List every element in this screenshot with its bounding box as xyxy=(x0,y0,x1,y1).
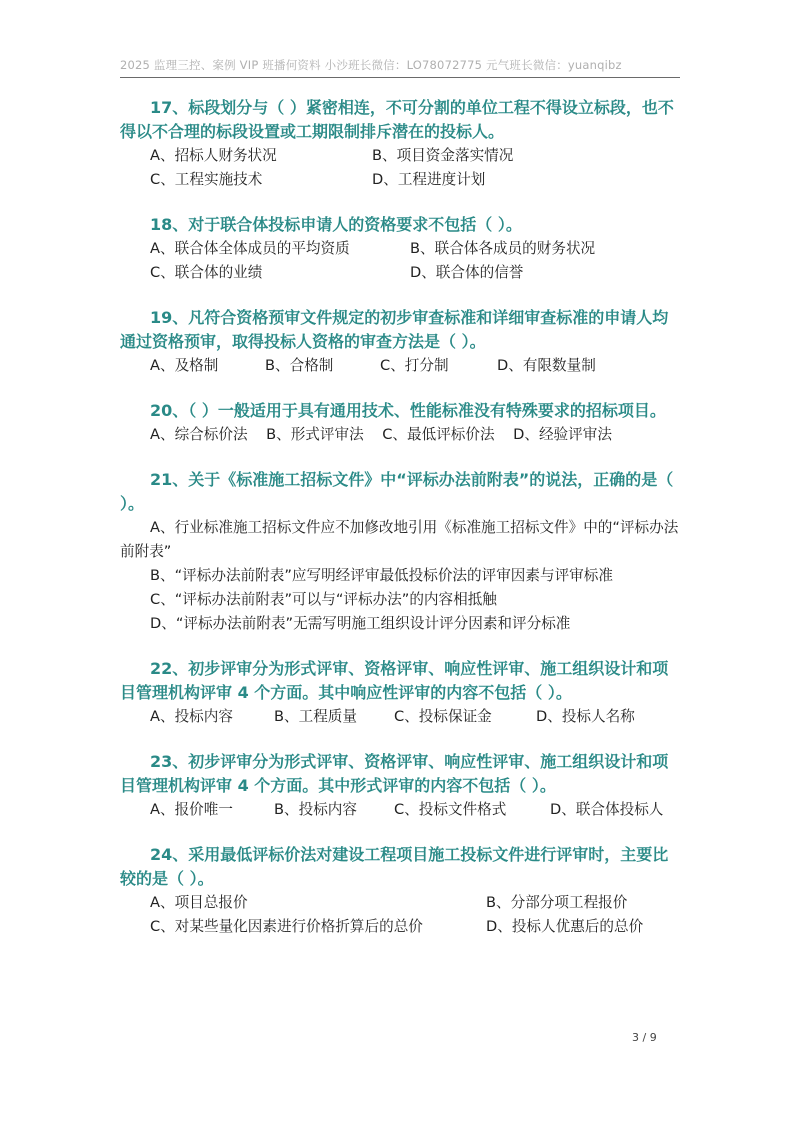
option-row xyxy=(120,798,680,822)
options xyxy=(120,516,680,636)
option-c: C、投标文件格式 xyxy=(394,801,507,818)
options xyxy=(120,798,680,822)
option-b: B、投标内容 xyxy=(274,801,357,818)
question-stem: 19、凡符合资格预审文件规定的初步审查标准和详细审查标准的申请人均通过资格预审，取得投标人资格的审查方法是（ ）。 xyxy=(120,308,669,351)
option-row xyxy=(120,705,680,729)
option-c: C、投标保证金 xyxy=(394,708,492,725)
question-23 xyxy=(120,750,680,822)
question-stem: 18、对于联合体投标申请人的资格要求不包括（ ）。 xyxy=(150,215,522,234)
option-b: B、项目资金落实情况 xyxy=(372,147,514,164)
option-d: D、联合体投标人 xyxy=(550,801,664,818)
page-number: 3 / 9 xyxy=(632,1031,657,1044)
option-c: C、打分制 xyxy=(380,357,449,374)
option-row xyxy=(120,354,680,378)
option-row xyxy=(120,237,680,261)
option-row xyxy=(120,261,680,285)
option-a: A、报价唯一 xyxy=(150,801,233,818)
option-d: D、有限数量制 xyxy=(497,357,596,374)
question-stem: 17、标段划分与（ ）紧密相连，不可分割的单位工程不得设立标段，也不得以不合理的标段设置或工期限制排斥潜在的投标人。 xyxy=(120,98,674,141)
options xyxy=(120,354,680,378)
option-b: B、工程质量 xyxy=(274,708,357,725)
option-d: D、“评标办法前附表”无需写明施工组织设计评分因素和评分标准 xyxy=(150,615,571,632)
option-a: A、招标人财务状况 xyxy=(150,147,277,164)
option-d: D、工程进度计划 xyxy=(372,171,486,188)
header-divider xyxy=(120,77,680,78)
question-20 xyxy=(120,399,680,447)
question-22 xyxy=(120,657,680,729)
question-stem: 23、初步评审分为形式评审、资格评审、响应性评审、施工组织设计和项目管理机构评审 4 个方面。其中形式评审的内容不包括（ ）。 xyxy=(120,752,669,795)
question-18 xyxy=(120,213,680,285)
question-24 xyxy=(120,843,680,939)
option-row xyxy=(120,144,680,168)
option-a: A、投标内容 xyxy=(150,708,233,725)
option-c: C、对某些量化因素进行价格折算后的总价 xyxy=(150,918,423,935)
option-b: B、联合体各成员的财务状况 xyxy=(410,240,596,257)
option-a: A、及格制 xyxy=(150,357,219,374)
option-row xyxy=(120,915,680,939)
option-row xyxy=(120,891,680,915)
option-c: C、工程实施技术 xyxy=(150,171,263,188)
question-stem: 20、（ ）一般适用于具有通用技术、性能标准没有特殊要求的招标项目。 xyxy=(150,401,666,420)
option-line: A、综合标价法 B、形式评审法 C、最低评标价法 D、经验评审法 xyxy=(150,426,612,443)
option-row xyxy=(120,168,680,192)
option-d: D、联合体的信誉 xyxy=(410,264,524,281)
options xyxy=(120,423,680,447)
option-c: C、联合体的业绩 xyxy=(150,264,263,281)
page-header: 2025 监理三控、案例 VIP 班播何资料 小沙班长微信：LO78072775 元气班长微信：yuanqibz xyxy=(120,58,622,72)
question-stem: 22、初步评审分为形式评审、资格评审、响应性评审、施工组织设计和项目管理机构评审 4 个方面。其中响应性评审的内容不包括（ ）。 xyxy=(120,659,669,702)
option-b: B、合格制 xyxy=(265,357,334,374)
options xyxy=(120,237,680,285)
question-21 xyxy=(120,468,680,636)
option-a: A、项目总报价 xyxy=(150,894,248,911)
question-stem: 24、采用最低评标价法对建设工程项目施工投标文件进行评审时，主要比较的是（ ）。 xyxy=(120,845,669,888)
options xyxy=(120,891,680,939)
option-a: A、行业标准施工招标文件应不加修改地引用《标准施工招标文件》中的“评标办法前附表” xyxy=(120,519,679,560)
option-b: B、分部分项工程报价 xyxy=(486,894,628,911)
option-d: D、投标人优惠后的总价 xyxy=(486,918,644,935)
option-d: D、投标人名称 xyxy=(536,708,635,725)
question-19 xyxy=(120,306,680,378)
question-17 xyxy=(120,96,680,192)
question-list xyxy=(120,96,680,960)
options xyxy=(120,144,680,192)
option-b: B、“评标办法前附表”应写明经评审最低投标价法的评审因素与评审标准 xyxy=(150,567,613,584)
options xyxy=(120,705,680,729)
question-stem: 21、关于《标准施工招标文件》中“评标办法前附表”的说法，正确的是（ ）。 xyxy=(120,470,674,513)
option-c: C、“评标办法前附表”可以与“评标办法”的内容相抵触 xyxy=(150,591,497,608)
option-a: A、联合体全体成员的平均资质 xyxy=(150,240,350,257)
